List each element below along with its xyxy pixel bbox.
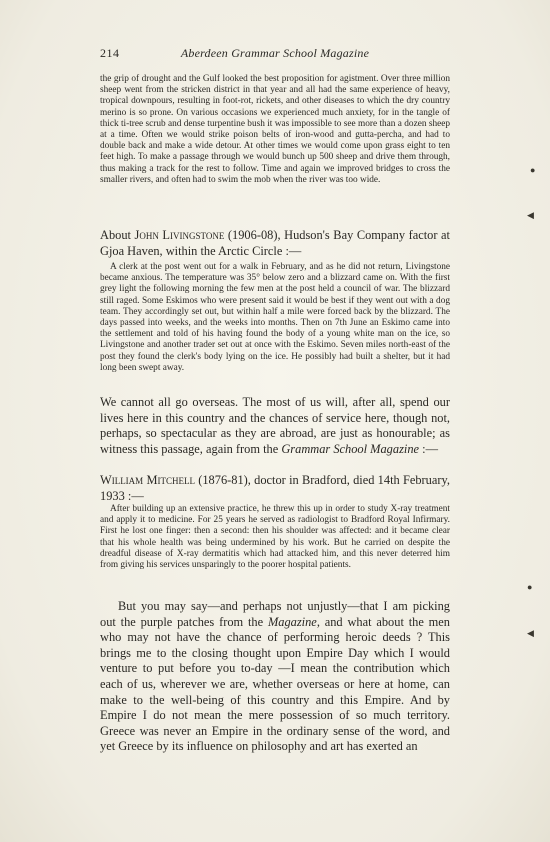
page-header <box>100 46 450 62</box>
text-run: We cannot all go overseas. The most of us will, after all, spend our lives here in this country and the chances of service here, though not, perhaps, so spectacular as they are abroad, are just as honourable; as witness this passage, again from the <box>100 395 450 456</box>
paragraph-overseas <box>100 395 450 457</box>
paragraph-livingstone-intro <box>100 228 450 259</box>
margin-mark: ◀ <box>527 210 534 220</box>
paragraph-blizzard: A clerk at the post went out for a walk in February, and as he did not return, Livingstone became anxious. The temperature was 35° below zero and a blizzard came on. With the first grey light the following morning the few men at the post held a council of war. The blizzard still raged. Some Eskimos who were present said it would be best if they went out with a dog team. They accordingly set out, but within half a mile were forced back by the blizzard. The days passed into weeks, and the weeks into months. Then on 7th June an Eskimo came into the settlement and told of his having found the body of a young white man on the ice, so Livingstone and another trader set out at once with the Eskimo. Seven miles north-east of the post they found the clerk's body lying on the ice. He possibly had built a shelter, but it had long been swept away. <box>100 262 450 373</box>
text-run: , and what about the men who may not have the chance of performing heroic deeds ? This brings me to the closing thought upon Empire Day which I would venture to put before you to-day —I mean the contribution which each of us, wherever we are, whether overseas or here at home, can make to the well-being of this country and this Empire. And by Empire I do not mean the mere possession of so much territory. Greece was never an Empire in the ordinary sense of the word, and yet Greece by its influence on philosophy and art has exerted an <box>100 614 450 754</box>
paragraph-mitchell-intro <box>100 473 450 504</box>
person-name: John Livingstone <box>134 228 225 242</box>
margin-mark: ◀ <box>527 628 534 638</box>
text-run: About <box>100 228 135 242</box>
page-number: 214 <box>100 46 120 60</box>
paragraph-drought: the grip of drought and the Gulf looked the best proposition for agistment. Over three million sheep went from the stricken district in that year and all had the same experience of heavy, tropical downpours, resulting in foot-rot, rickets, and other diseases to which the dry country merino is so prone. On various occasions we experienced much anxiety, for in the tangle of thick ti-tree scrub and dense turpentine bush it was impossible to see more than a dozen sheep at a time. Often we would strike poison belts of iron-wood and gutta-percha, and had to double back and make a wide detour. At other times we would come upon grass eight to ten feet high. To make a passage through we would bunch up 500 sheep and drive them through, thus making a track for the rest to follow. Time and again we improved bridges to cross the smaller rivers, and often had to swim the mob when the river was too wide. <box>100 74 450 185</box>
person-name: William Mitchell <box>100 473 195 487</box>
running-title: Aberdeen Grammar School Magazine <box>180 46 370 60</box>
paragraph-empire <box>100 599 450 755</box>
margin-mark: ● <box>527 582 533 592</box>
margin-mark: ● <box>530 165 536 175</box>
paragraph-xray: After building up an extensive practice, he threw this up in order to study X-ray treatment and apply it to medicine. For 25 years he served as radiologist to Bradford Royal Infirmary. First he lost one finger: then a second: then his shoulder was affected: and it became clear that his whole health was being undermined by his work. But he carried on despite the dreadful disease of X-ray dermatitis which had attacked him, and this never deterred him from giving his services unsparingly to the poorer hospital patients. <box>100 504 450 571</box>
magazine-title: Grammar School Magazine <box>281 441 420 456</box>
text-run: (1906-08), Hudson's Bay Company factor at Gjoa Haven, within the Arctic Circle :— <box>100 228 450 258</box>
text-run: :— <box>419 441 438 456</box>
magazine-title: Magazine <box>267 614 317 629</box>
text-run: But you may say—and perhaps not unjustly—that I am picking out the purple patches from the <box>100 599 450 629</box>
text-run: (1876-81), doctor in Bradford, died 14th February, 1933 :— <box>100 473 450 503</box>
